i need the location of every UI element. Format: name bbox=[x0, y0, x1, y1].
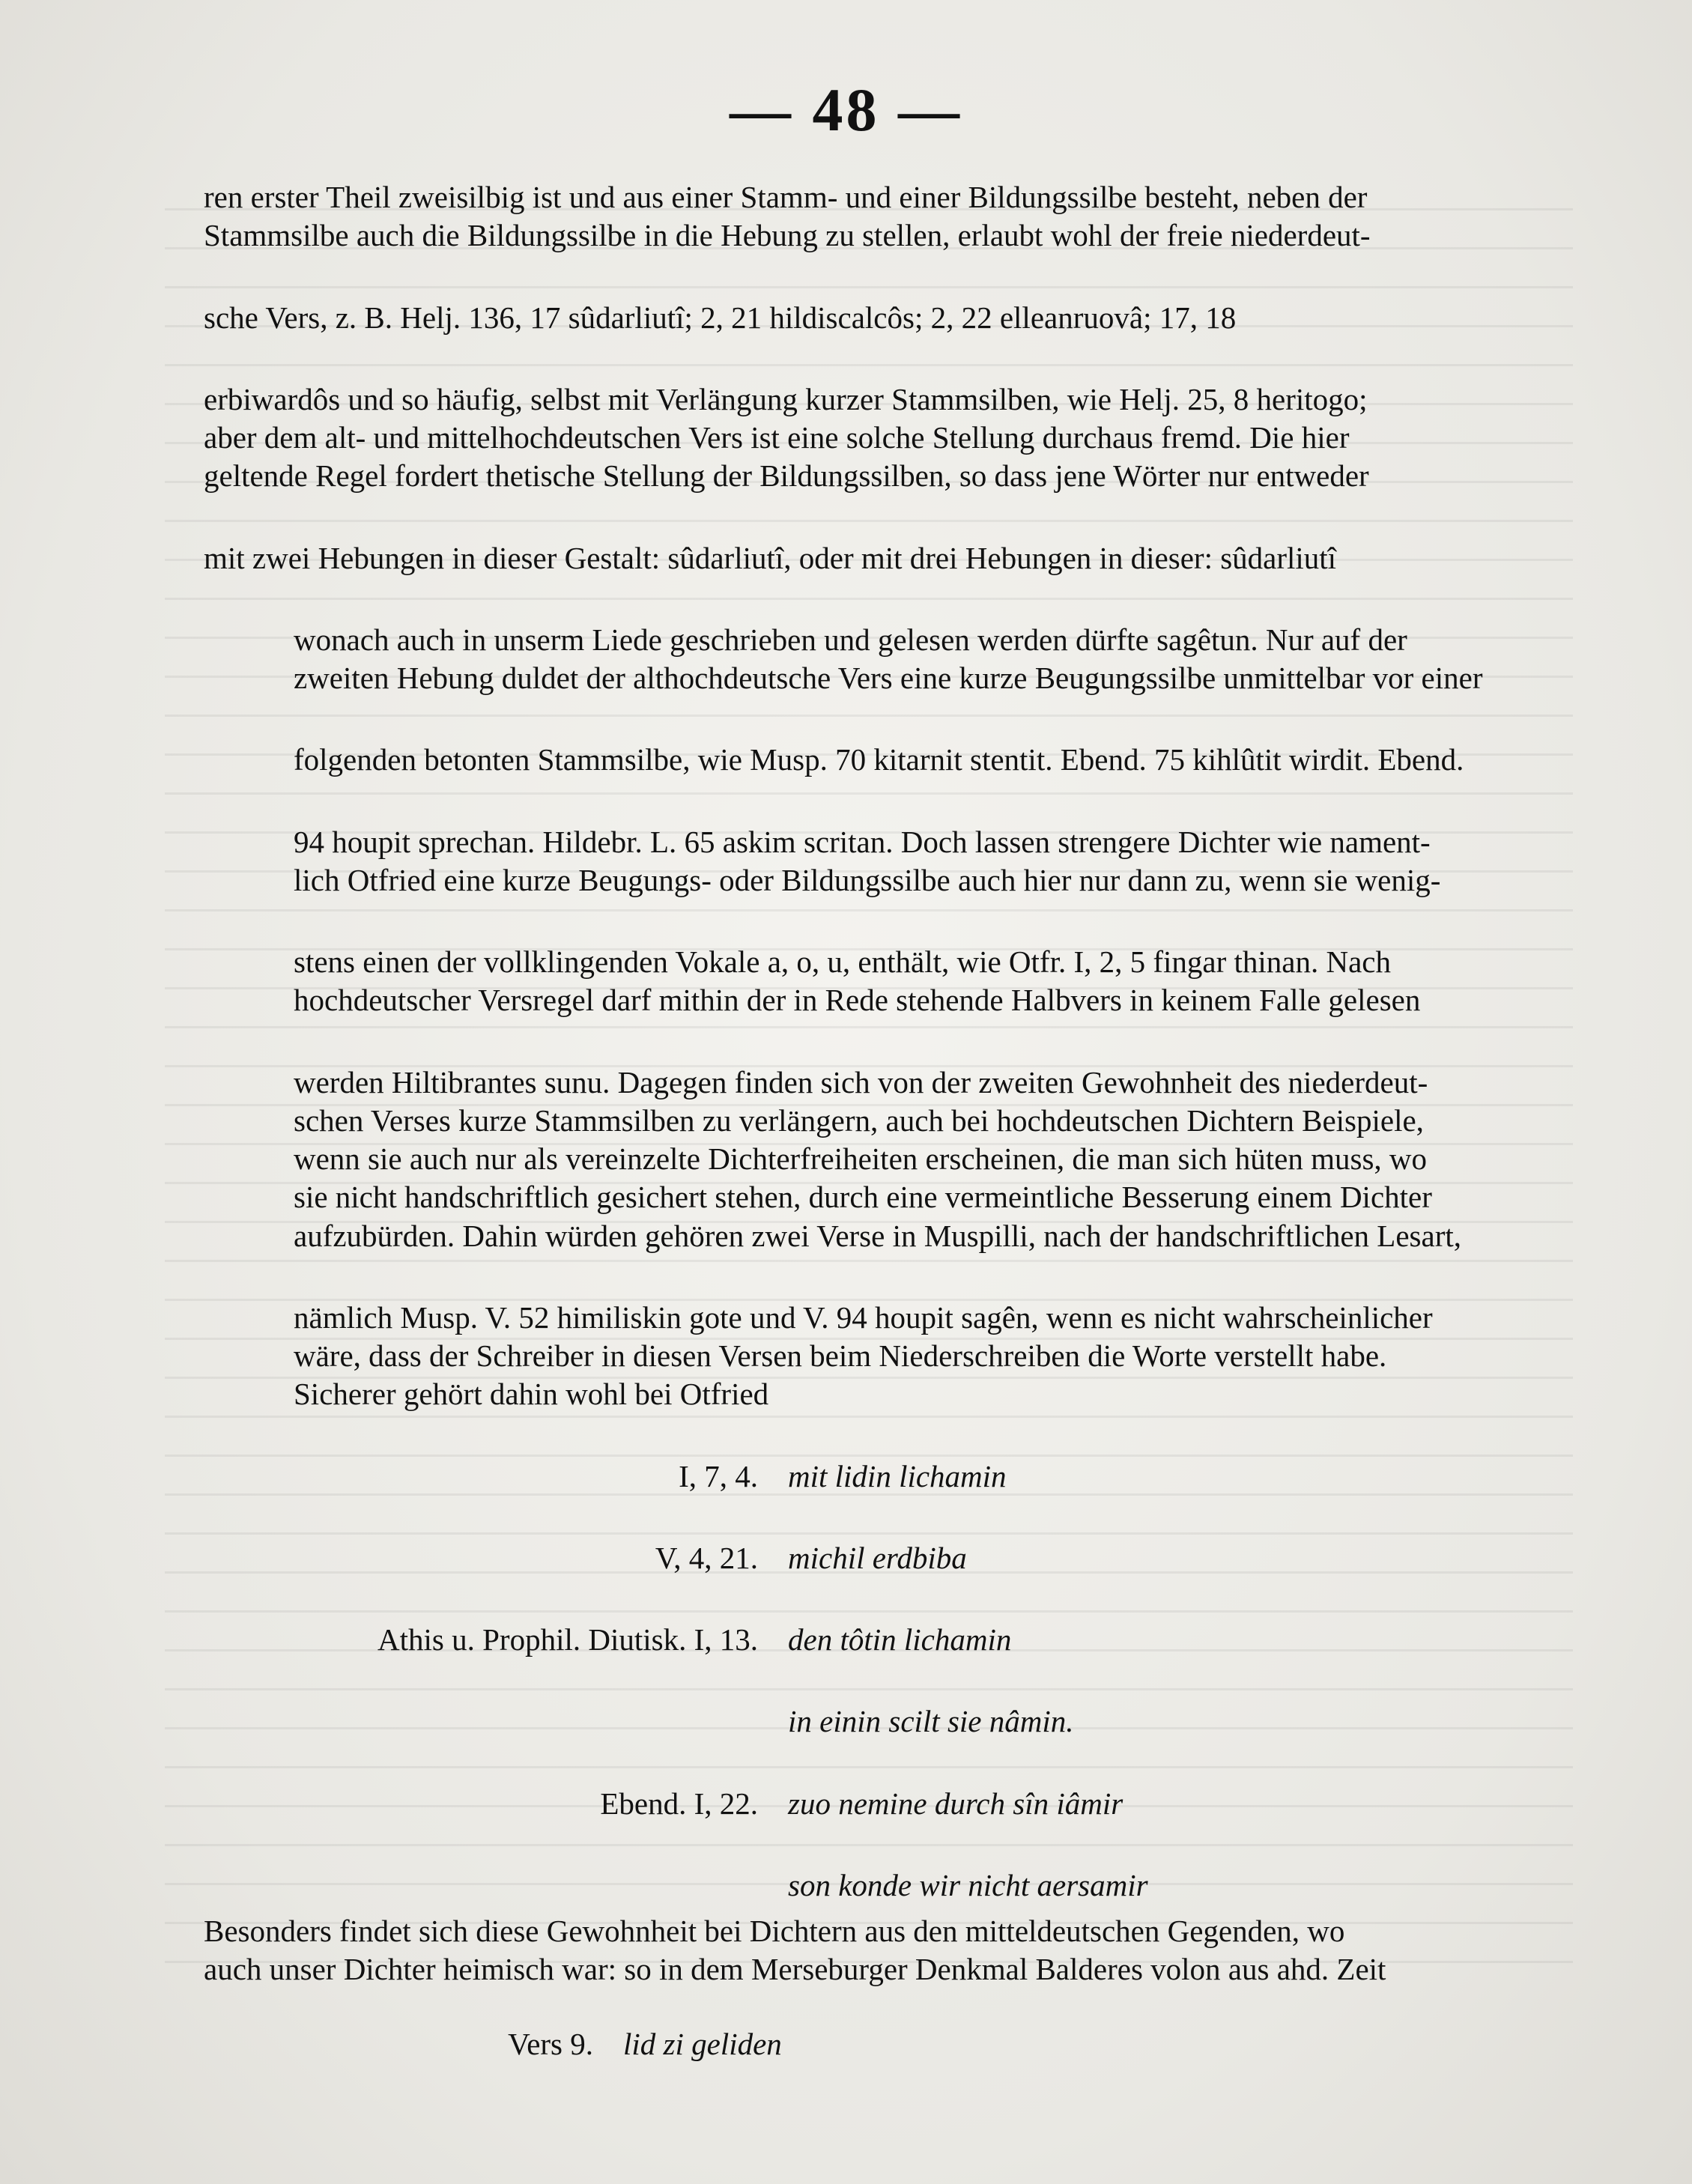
verse-quote bbox=[204, 1621, 1649, 1659]
verse-text: son konde wir nicht aersamir bbox=[788, 1867, 1148, 1902]
text-line: wonach auch in unserm Liede geschrieben und gelesen werden dürfte sagêtun. Nur auf der bbox=[294, 622, 1407, 657]
text-line: aber dem alt- und mittelhochdeutschen Vers ist eine solche Stellung durchaus fremd. Die hier bbox=[204, 420, 1350, 455]
verse-text: michil erdbiba bbox=[788, 1540, 967, 1575]
text-line: sie nicht handschriftlich gesichert stehen, durch eine vermeintliche Besserung einem Dichter bbox=[294, 1180, 1432, 1215]
text-line: sche Vers, z. B. Helj. 136, 17 sûdarliutî; 2, 21 hildiscalcôs; 2, 22 elleanruovâ; 17, 18 bbox=[204, 300, 1237, 335]
text-line: lich Otfried eine kurze Beugungs- oder Bildungssilbe auch hier nur dann zu, wenn sie wenig- bbox=[294, 862, 1441, 897]
text-line: stens einen der vollklingenden Vokale a, o, u, enthält, wie Otfr. I, 2, 5 fingar thinan. Nach bbox=[294, 944, 1392, 979]
verse-quote bbox=[204, 1702, 1649, 1741]
text-line: folgenden betonten Stammsilbe, wie Musp. 70 kitarnit stentit. Ebend. 75 kihlûtit wirdit. Ebend. bbox=[294, 742, 1464, 777]
verse-text: lid zi geliden bbox=[623, 2026, 782, 2061]
verse-reference: Vers 9. bbox=[508, 2026, 593, 2061]
verse-quote bbox=[204, 1866, 1649, 1905]
text-line: wenn sie auch nur als vereinzelte Dichterfreiheiten erscheinen, die man sich hüten muss, wo bbox=[294, 1141, 1428, 1176]
verse-quote bbox=[204, 2025, 1649, 2063]
text-line: 94 houpit sprechan. Hildebr. L. 65 askim scritan. Doch lassen strengere Dichter wie nament- bbox=[294, 824, 1431, 859]
page-number: — 48 — bbox=[730, 76, 962, 144]
verse-reference: I, 7, 4. bbox=[679, 1458, 758, 1493]
verse-text: in einin scilt sie nâmin. bbox=[788, 1704, 1074, 1739]
text-line: nämlich Musp. V. 52 himiliskin gote und V. 94 houpit sagên, wenn es nicht wahrscheinlicher bbox=[294, 1299, 1433, 1335]
text-line: geltende Regel fordert thetische Stellung der Bildungssilben, so dass jene Wörter nur entweder bbox=[204, 458, 1369, 494]
verse-quotes bbox=[204, 1457, 1649, 1905]
verse-reference: V, 4, 21. bbox=[655, 1540, 758, 1575]
paragraph-1 bbox=[204, 178, 1649, 1414]
verse-text: zuo nemine durch sîn iâmir bbox=[788, 1786, 1124, 1821]
text-line: Stammsilbe auch die Bildungssilbe in die Hebung zu stellen, erlaubt wohl der freie niederdeut- bbox=[204, 218, 1371, 253]
page-body bbox=[204, 178, 1649, 2063]
text-line: wäre, dass der Schreiber in diesen Versen beim Niederschreiben die Worte verstellt habe. bbox=[294, 1338, 1387, 1373]
verse-reference: Athis u. Prophil. Diutisk. I, 13. bbox=[377, 1622, 758, 1657]
verse-reference: Ebend. I, 22. bbox=[600, 1786, 758, 1821]
text-line: werden Hiltibrantes sunu. Dagegen finden sich von der zweiten Gewohnheit des niederdeut- bbox=[294, 1064, 1428, 1099]
verse-text: mit lidin lichamin bbox=[788, 1458, 1007, 1493]
text-line: Sicherer gehört dahin wohl bei Otfried bbox=[294, 1377, 769, 1412]
text-line: schen Verses kurze Stammsilben zu verlängern, auch bei hochdeutschen Dichtern Beispiele, bbox=[294, 1102, 1424, 1138]
text-line: erbiwardôs und so häufig, selbst mit Verlängung kurzer Stammsilben, wie Helj. 25, 8 heritogo; bbox=[204, 381, 1368, 416]
text-line: aufzubürden. Dahin würden gehören zwei Verse in Muspilli, nach der handschriftlichen Lesart, bbox=[294, 1218, 1462, 1253]
verse-text: den tôtin lichamin bbox=[788, 1622, 1012, 1657]
text-line: mit zwei Hebungen in dieser Gestalt: sûdarliutî, oder mit drei Hebungen in dieser: sûdarliutî bbox=[204, 540, 1337, 575]
verse-quote bbox=[204, 1457, 1649, 1496]
text-line: Besonders findet sich diese Gewohnheit bei Dichtern aus den mitteldeutschen Gegenden, wo bbox=[204, 1914, 1345, 1948]
text-line: zweiten Hebung duldet der althochdeutsche Vers eine kurze Beugungssilbe unmittelbar vor einer bbox=[294, 661, 1483, 695]
text-line: ren erster Theil zweisilbig ist und aus einer Stamm- und einer Bildungssilbe besteht, neben der bbox=[204, 180, 1368, 214]
verse-quote bbox=[204, 1785, 1649, 1823]
text-line: hochdeutscher Versregel darf mithin der in Rede stehende Halbvers in keinem Falle gelesen bbox=[294, 983, 1421, 1018]
text-line: auch unser Dichter heimisch war: so in dem Merseburger Denkmal Balderes volon aus ahd. Zeit bbox=[204, 1952, 1386, 1987]
verse-quote bbox=[204, 1539, 1649, 1577]
paragraph-2 bbox=[204, 1912, 1649, 1989]
